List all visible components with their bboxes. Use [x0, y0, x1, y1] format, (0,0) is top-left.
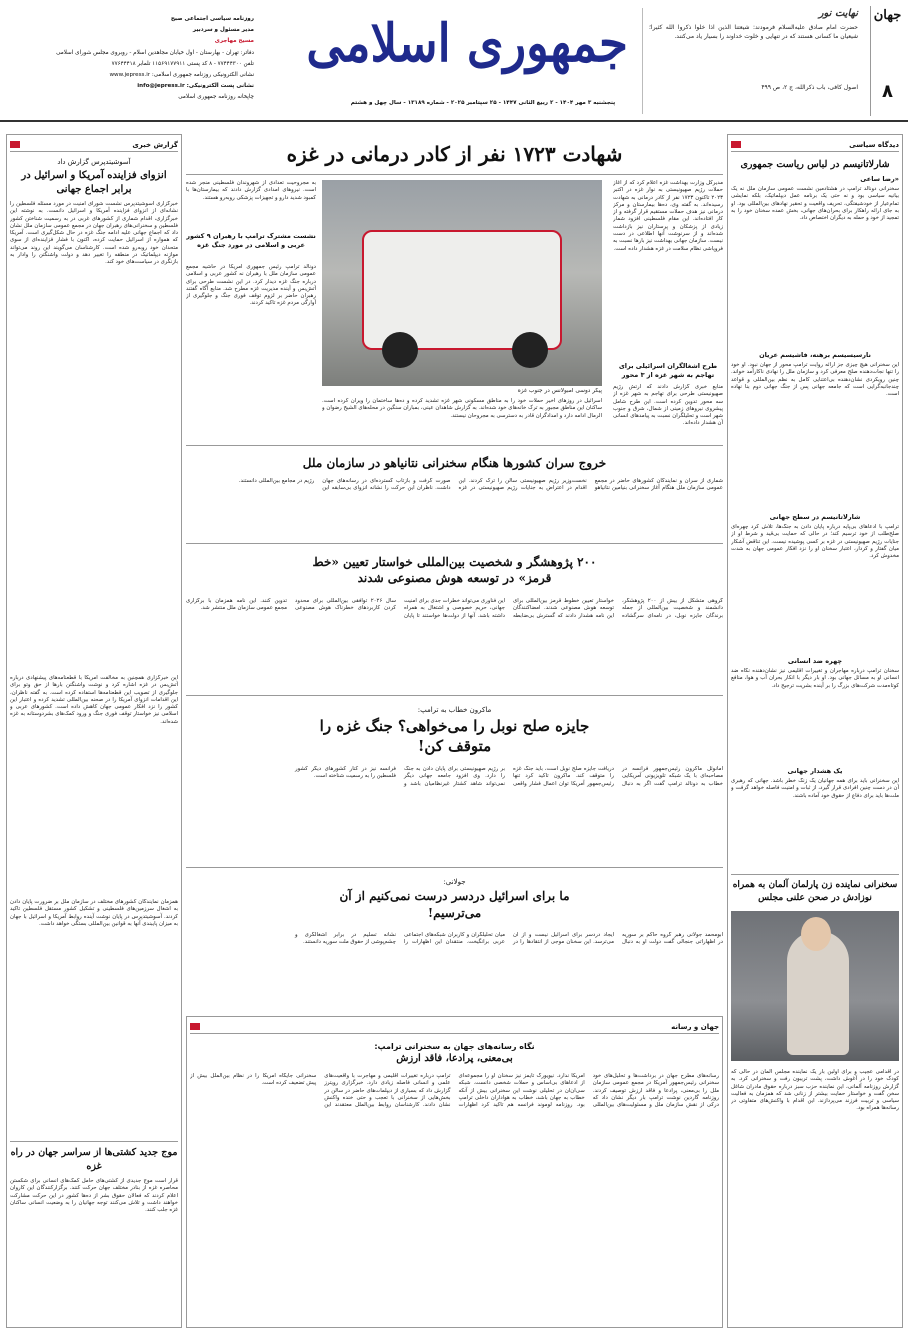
quote-title: نهایت نور [818, 8, 858, 19]
page-label: جهان [873, 8, 902, 23]
info-line: دفاتر: تهران - بهارستان - اول خیابان مجاهدین اسلام - روبروی مجلس شورای اسلامی [56, 49, 254, 56]
divider [731, 874, 899, 875]
lead-body-right-2: منابع خبری گزارش دادند که ارتش رژیم صهیونیستی طرحی برای تهاجم به شهر غزه از سه محور تدوین کرده است. این طرح شامل پیشروی نیروهای زمینی از شمال، شرق و جنوب شهر است و تحلیلگران نسبت به پیامدهای انسانی آن هشدار داده‌اند. [613, 384, 723, 427]
left-section-head [10, 138, 178, 152]
nobel-story [186, 700, 723, 868]
ambulance-photo [322, 180, 602, 386]
lead-body-left: به مجروحیت تعدادی از شهروندان فلسطینی منجر شده است. نیروهای امدادی گزارش دادند که بیمارستان‌ها با کمبود شدید دارو و تجهیزات پزشکی روبه‌رو هستند. [186, 180, 316, 201]
section-marker-icon [10, 141, 20, 148]
media-story [186, 1016, 723, 1328]
right-headline: شارلاتانیسم در لباس ریاست جمهوری [740, 159, 890, 170]
left-headline: انزوای فزاینده آمریکا و اسرائیل در برابر اجماع جهانی [21, 170, 167, 195]
nobel-headline: جایزه صلح نوبل را می‌خواهی؟ جنگ غزه را متوقف کن! [319, 717, 590, 755]
lead-body-mid: اسرائیل در روزهای اخیر حملات خود را به مناطق مسکونی شهر غزه تشدید کرده و ده‌ها ساختمان را ویران کرده است. ساکنان این مناطق مجبور به ترک خانه‌های خود شده‌اند. به گزارش شاهدان عینی، بمباران سنگین در محله‌های الشیخ رضوان و الرمال ادامه دارد و امدادگران قادر به دسترسی به مجروحان نیستند. [322, 398, 602, 419]
info-line: چاپخانه روزنامه جمهوری اسلامی [178, 94, 254, 101]
lead-story [186, 134, 723, 446]
right-body: این سخنرانی هیچ چیزی جز ارائه روایت ترامپ محور از جهان نبود. او خود را تنها نجات‌دهنده صلح معرفی کرد و سازمان ملل را نهادی ناکارآمد خواند. چنین رویکردی نشان‌دهنده بی‌اعتنایی کامل به نظم بین‌المللی و قواعد چندجانبه‌گرایی است که جامعه جهانی پس از جنگ جهانی دوم بنا نهاده است. [731, 362, 899, 398]
info-line[interactable]: نشانی پست الکترونیکی: info@jepress.ir [137, 83, 254, 90]
header [0, 0, 908, 122]
masthead [306, 4, 644, 96]
jolani-kicker: جولانی: [443, 878, 466, 886]
left-body: خبرگزاری آسوشیتدپرس نشست شورای امنیت در مورد مسئله فلسطین را نشانه‌ای از انزوای فزاینده آمریکا و اسرائیل دانست. به نوشته این خبرگزاری، اقدام شماری از کشورهای غربی در به رسمیت شناختن کشور فلسطین و سخنرانی‌های رهبران جهان در مجمع عمومی سازمان ملل نشان داد که اجماع جهانی علیه ادامه جنگ غزه در حال شکل‌گیری است. آمریکا که همواره از اسرائیل حمایت کرده، اکنون با فشار فزاینده‌ای از سوی متحدان خود روبه‌رو شده است. کارشناسان می‌گویند این روند می‌تواند موازنه دیپلماتیک در منطقه را تغییر دهد و دولت واشنگتن را وادار به بازنگری در سیاست‌های خود کند. [10, 201, 178, 266]
media-body: رسانه‌های مطرح جهان در برداشت‌ها و تحلیل‌های خود سخنرانی رئیس‌جمهور آمریکا در مجمع عمومی سازمان ملل را بی‌معنی، پرادعا و فاقد ارزش توصیف کردند. روزنامه گاردین نوشت ترامپ بار دیگر نشان داد که درکی از نقش سازمان ملل و مسئولیت‌های بین‌المللی آمریکا ندارد. نیویورک تایمز نیز سخنان او را مجموعه‌ای از ادعاهای بی‌اساس و حملات شخصی دانست. شبکه سی‌ان‌ان در تحلیلی نوشت این سخنرانی بیش از آنکه خطاب به جهان باشد، خطاب به هواداران داخلی ترامپ بود. روزنامه لوموند فرانسه هم تاکید کرد اظهارات ترامپ درباره تغییرات اقلیمی و مهاجرت با واقعیت‌های علمی و انسانی فاصله زیادی دارد. خبرگزاری رویترز گزارش داد که بسیاری از دیپلمات‌های حاضر در سالن در بخش‌هایی از سخنرانی با تعجب و حتی خنده واکنش نشان دادند. کارشناسان روابط بین‌الملل معتقدند این سخنرانی جایگاه آمریکا را در نظام بین‌الملل بیش از پیش تضعیف کرده است. [190, 1073, 719, 1109]
jolani-body: ابومحمد جولانی رهبر گروه حاکم بر سوریه در اظهاراتی جنجالی گفت دولت او به دنبال ایجاد دردسر برای اسرائیل نیست و از آن می‌ترسد. این سخنان موجی از انتقادها را در میان تحلیلگران و کاربران شبکه‌های اجتماعی عربی برانگیخت. منتقدان این اظهارات را نشانه تسلیم در برابر اشغالگری و چشم‌پوشی از حقوق ملت سوریه دانستند. [295, 932, 723, 946]
date-line: پنجشنبه ۳ مهر ۱۴۰۴ - ۲ ربیع الثانی ۱۴۴۷ - ۲۵ سپتامبر ۲۰۲۵ - شماره ۱۳۱۸۹ - سال چهل و هشتم [350, 100, 616, 106]
right-author: «رضا ساعی [860, 175, 899, 183]
un-headline: خروج سران کشورها هنگام سخنرانی نتانیاهو در سازمان ملل [302, 456, 607, 470]
left-bottom-headline: موج جدید کشتی‌ها از سراسر جهان در راه غزه [10, 1147, 178, 1172]
right-section-head [731, 138, 899, 152]
speaker-head-icon [801, 917, 831, 951]
right-body: این سخنرانی باید برای همه جهانیان یک زنگ خطر باشد. جهانی که رهبری آن در دست چنین افرادی قرار گیرد، از ثبات و امنیت فاصله خواهد گرفت و ملت‌ها باید برای دفاع از حقوق خود آماده باشند. [731, 778, 899, 799]
media-headline: بی‌معنی، پرادعا، فاقد ارزش [396, 1053, 513, 1064]
right-body: سخنان ترامپ درباره مهاجران و تغییرات اقلیمی نیز نشان‌دهنده نگاه ضد انسانی او به مسائل جهانی بود. او بار دیگر با انکار بحران آب و هوا، منافع کوتاه‌مدت شرکت‌های بزرگ را بر آینده بشریت ترجیح داد. [731, 668, 899, 689]
right-subhead: چهره ضد انسانی [787, 657, 843, 665]
jolani-headline: ما برای اسرائیل دردسر درست نمی‌کنیم از آن می‌ترسیم! [339, 889, 570, 920]
right-section-label: دیدگاه سیاسی [849, 140, 899, 149]
photo-headline: سخنرانی نماینده زن پارلمان آلمان به همراه نوزادش در صحن علنی مجلس [732, 880, 898, 903]
quote-box [642, 8, 864, 114]
lead-left-subhead: نشست مشترک ترامپ با رهبران ۹ کشور عربی و اسلامی در مورد جنگ غزه [186, 232, 316, 249]
page-label-box [870, 6, 904, 116]
media-section-head [190, 1020, 719, 1034]
wheel-icon [382, 332, 418, 368]
lead-subhead: طرح اشغالگران اسرائیلی برای تهاجم به شهر غزه از ۳ محور [618, 362, 718, 379]
left-column [6, 134, 182, 1328]
left-body-2: این خبرگزاری همچنین به مخالفت آمریکا با قطعنامه‌های پیشنهادی درباره آتش‌بس در غزه اشاره کرد و نوشت واشنگتن بارها از حق وتو برای جلوگیری از تصویب این قطعنامه‌ها استفاده کرده است. به گفته ناظران، این اقدامات انزوای آمریکا را در صحنه بین‌المللی تشدید کرده و اعتبار این کشور را نزد افکار عمومی جهان کاهش داده است. کشورهای عربی و اسلامی نیز خواستار توقف فوری جنگ و ورود کمک‌های بشردوستانه به غزه شده‌اند. [10, 675, 178, 725]
info-line[interactable]: نشانی الکترونیکی روزنامه جمهوری اسلامی: www.jepress.ir [109, 72, 254, 79]
parliament-photo [731, 911, 899, 1061]
section-marker-icon [731, 141, 741, 148]
ai-body: گروهی متشکل از بیش از ۲۰۰ پژوهشگر، دانشمند و شخصیت بین‌المللی از جمله برندگان جایزه نوبل، در نامه‌ای سرگشاده خواستار تعیین خطوط قرمز بین‌المللی برای توسعه هوش مصنوعی شدند. امضاکنندگان این نامه هشدار دادند که گسترش بی‌ضابطه این فناوری می‌تواند خطرات جدی برای امنیت جهانی، حریم خصوصی و اشتغال به همراه داشته باشد. آنها از دولت‌ها خواستند تا پایان سال ۲۰۲۶ توافقی بین‌المللی برای محدود کردن کاربردهای خطرناک هوش مصنوعی تدوین کنند. این نامه همزمان با برگزاری مجمع عمومی سازمان ملل منتشر شد. [186, 598, 723, 619]
jolani-story [186, 872, 723, 1012]
right-subhead: شارلاتانیسم در سطح جهانی [769, 513, 861, 521]
divider [10, 1141, 178, 1142]
un-story [186, 448, 723, 544]
right-body: ترامپ با ادعاهای بی‌پایه درباره پایان دادن به جنگ‌ها، تلاش کرد چهره‌ای صلح‌طلب از خود ترسیم کند؛ در حالی که حمایت بی‌قید و شرط او از جنایات رژیم صهیونیستی در غزه بر کسی پوشیده نیست. این تناقض آشکار میان گفتار و کردار، اعتبار سخنان او را نزد افکار عمومی جهان به شدت مخدوش کرد. [731, 524, 899, 560]
lead-headline: شهادت ۱۷۲۳ نفر از کادر درمانی در غزه [186, 134, 723, 175]
left-body-3: همزمان نمایندگان کشورهای مختلف در سازمان ملل بر ضرورت پایان دادن به اشغال سرزمین‌های فلسطینی و تشکیل کشور مستقل فلسطین تاکید کردند. آسوشیتدپرس در پایان نوشت آینده روابط آمریکا و اسرائیل با جهان به میزان پایبندی آنها به قوانین بین‌المللی بستگی خواهد داشت. [10, 899, 178, 927]
un-body: شماری از سران و نمایندگان کشورهای حاضر در مجمع عمومی سازمان ملل هنگام آغاز سخنرانی بنیامین نتانیاهو نخست‌وزیر رژیم صهیونیستی سالن را ترک کردند. این اقدام در اعتراض به جنایات رژیم صهیونیستی در غزه صورت گرفت و بازتاب گسترده‌ای در رسانه‌های جهان داشت. ناظران این حرکت را نشانه انزوای بی‌سابقه این رژیم در مجامع بین‌المللی دانستند. [238, 478, 723, 492]
page-number: ۸ [882, 81, 893, 102]
photo-caption: در اقدامی عجیب و برای اولین بار یک نماینده مجلس آلمان در حالی که کودک خود را در آغوش داشت، پشت تریبون رفت و سخنرانی کرد. به گزارش روزنامه آلمانی، این نماینده حزب سبز درباره حقوق مادران شاغل سخن گفت و خواستار حمایت بیشتر از زنانی شد که همزمان به فعالیت سیاسی و تربیت فرزند می‌پردازند. این اقدام با واکنش‌های متفاوتی در رسانه‌ها همراه بود. [731, 1069, 899, 1112]
left-bottom-body: قرار است موج جدیدی از کشتی‌های حامل کمک‌های انسانی برای شکستن محاصره غزه از بنادر مختلف جهان حرکت کنند. برگزارکنندگان این کاروان اعلام کردند که فعالان حقوق بشر از ده‌ها کشور در این حرکت مشارکت خواهند داشت و تلاش می‌کنند توجه جهانیان را به وضعیت انسانی ساکنان غزه جلب کنند. [10, 1178, 178, 1214]
info-line: تلفن ۷۷۴۴۴۳۰۰ - ۸ کد پستی ۱۱۵۶۹۱۷۷۹۱۱ تلمابر ۷۷۶۴۴۴۱۸ [111, 60, 254, 67]
lead-body-left-2: دونالد ترامپ رئیس جمهوری آمریکا در حاشیه مجمع عمومی سازمان ملل با رهبران نه کشور عربی و اسلامی درباره جنگ غزه دیدار کرد. در این نشست طرحی برای آتش‌بس و آینده مدیریت غزه مطرح شد. منابع آگاه گفتند رهبران حاضر بر لزوم توقف فوری جنگ و جلوگیری از آوارگی مردم غزه تاکید کردند. [186, 264, 316, 307]
info-box [8, 14, 254, 114]
media-kicker: نگاه رسانه‌های جهان به سخنرانی ترامپ: [374, 1042, 535, 1051]
editor-name: مسیح مهاجری [214, 38, 254, 45]
info-line: روزنامه سیاسی اجتماعی صبح [170, 16, 254, 22]
wheel-icon [512, 332, 548, 368]
right-subhead: یک هشدار جهانی [787, 767, 843, 775]
section-marker-icon [190, 1023, 200, 1030]
ai-headline: ۲۰۰ پژوهشگر و شخصیت بین‌المللی خواستار تعیین «خط قرمز» در توسعه هوش مصنوعی شدند [312, 555, 597, 585]
info-line: مدیر مسئول و سردبیر [192, 27, 254, 34]
quote-source: اصول کافی، باب ذکرالله، ج ۲، ص ۴۹۹ [761, 84, 858, 91]
masthead-title: جمهوری اسلامی [306, 13, 628, 74]
right-subhead: نارسیسیسم برهنه، فاشیسم عریان [759, 351, 871, 359]
ai-story [186, 548, 723, 696]
nobel-kicker: ماکرون خطاب به ترامپ: [417, 706, 492, 714]
nobel-body: امانوئل ماکرون رئیس‌جمهور فرانسه در مصاحبه‌ای با یک شبکه تلویزیونی آمریکایی خطاب به دونالد ترامپ گفت اگر به دنبال دریافت جایزه صلح نوبل است، باید جنگ غزه را متوقف کند. ماکرون تاکید کرد تنها رئیس‌جمهور آمریکا توان اعمال فشار واقعی بر رژیم صهیونیستی برای پایان دادن به جنگ را دارد. وی افزود جامعه جهانی دیگر نمی‌تواند شاهد کشتار غیرنظامیان باشد و فرانسه نیز در کنار کشورهای دیگر کشور فلسطین را به رسمیت شناخته است. [295, 766, 723, 787]
quote-text: حضرت امام صادق علیه‌السلام فرمودند: شیعتنا الذین اذا خلوا ذکروا الله کثیرا؛ شیعیان ما کسانی هستند که در تنهایی و خلوت خداوند را بسیار یاد می‌کنند. [649, 24, 858, 40]
lead-body-right: مدیرکل وزارت بهداشت غزه اعلام کرد که از آغاز حملات رژیم صهیونیستی به نوار غزه در اکتبر ۲۰۲۳ تاکنون ۱۷۲۳ نفر از کادر درمانی به شهادت رسیده‌اند. به گفته وی، ده‌ها بیمارستان و مرکز درمانی نیز هدف حملات مستقیم قرار گرفته و از کار افتاده‌اند. این مقام فلسطینی افزود شمار زیادی از پزشکان و پرستاران نیز بازداشت شده‌اند و از سرنوشت آنها اطلاعی در دست نیست. سازمان جهانی بهداشت نیز بارها نسبت به فروپاشی نظام سلامت در غزه هشدار داده است. [613, 180, 723, 252]
left-section-label: گزارش خبری [132, 140, 178, 149]
right-body: سخنرانی دونالد ترامپ در هشتادمین نشست عمومی سازمان ملل نه یک بیانیه سیاسی بود و نه حتی یک برنامه عمل دیپلماتیک، بلکه نمایشی تمام‌عیار از خودشیفتگی، تحریف واقعیت و تحقیر نهادهای بین‌المللی بود. او به جای ارائه راهکار برای بحران‌های جهانی، بخش عمده سخنان خود را به تمجید از خود و حمله به دیگران اختصاص داد. [731, 186, 899, 222]
media-section-label: جهان و رسانه [671, 1022, 719, 1031]
left-kicker: آسوشیتدپرس گزارش داد [57, 158, 131, 166]
photo-caption: پیکر دوسی آمبولانس در جنوب غزه [517, 388, 602, 394]
right-column [727, 134, 903, 1328]
